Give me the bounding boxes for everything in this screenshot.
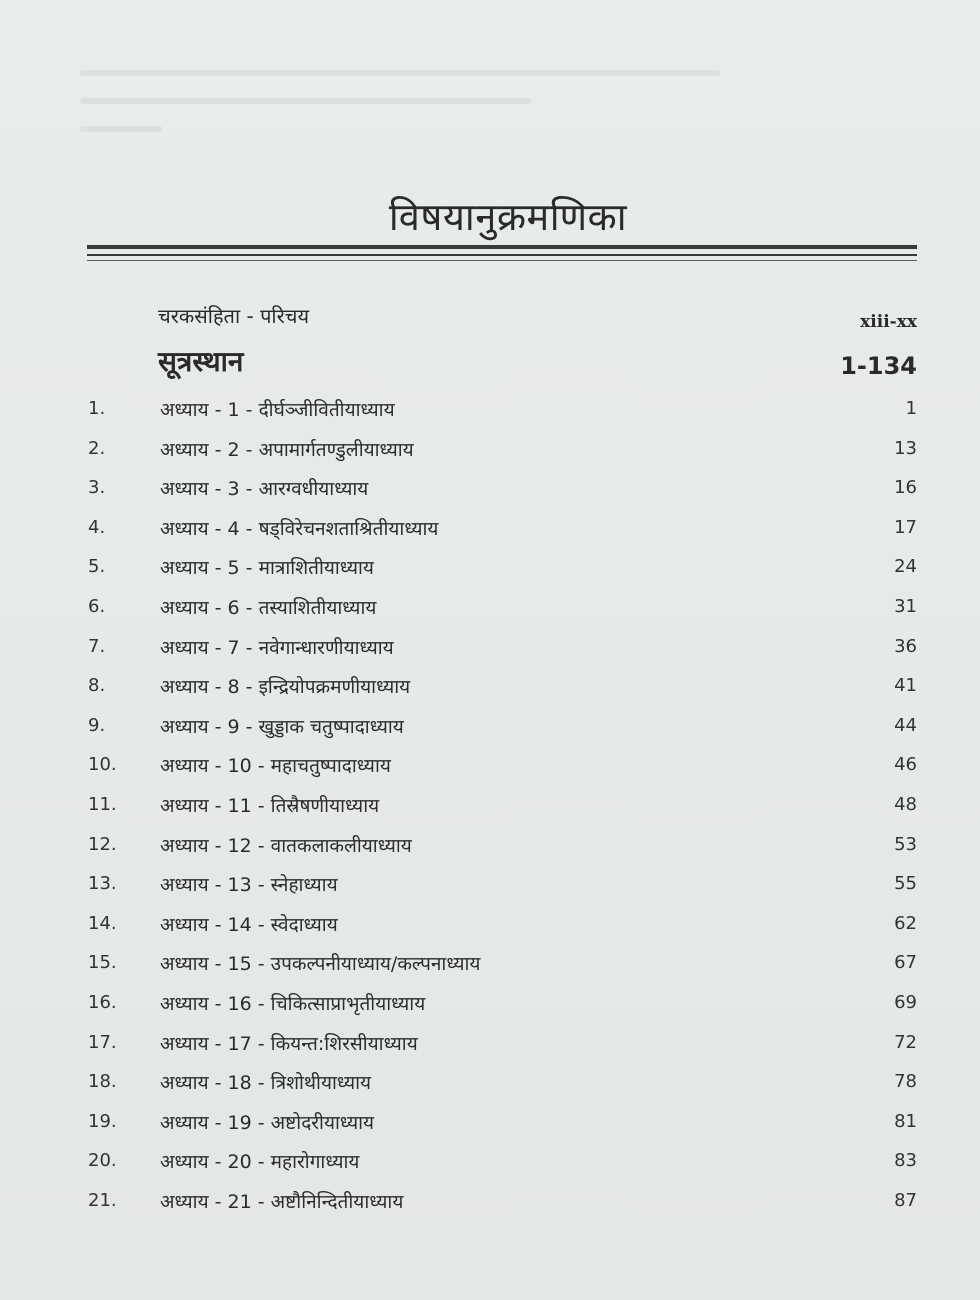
toc-row xyxy=(0,944,980,984)
toc-row-page: 13 xyxy=(894,437,917,459)
page-title: विषयानुक्रमणिका xyxy=(388,195,628,239)
toc-row-title: अध्याय - 15 - उपकल्पनीयाध्याय/कल्पनाध्याय xyxy=(160,953,481,976)
toc-row-title: अध्याय - 19 - अष्टोदरीयाध्याय xyxy=(160,1111,375,1134)
toc-row xyxy=(0,1103,980,1143)
toc-row-page: 62 xyxy=(894,912,917,934)
toc-row-title: अध्याय - 4 - षड्विरेचनशताश्रितीयाध्याय xyxy=(160,517,439,540)
toc-row xyxy=(0,430,980,470)
toc-row-title: अध्याय - 20 - महारोगाध्याय xyxy=(160,1151,360,1174)
toc-row-number: 1. xyxy=(88,398,106,419)
intro-pages: xiii-xx xyxy=(860,312,917,332)
toc-row-number: 15. xyxy=(88,952,117,974)
toc-row-page: 41 xyxy=(894,675,917,697)
toc-row xyxy=(0,786,980,826)
toc-row-title: अध्याय - 7 - नवेगान्धारणीयाध्याय xyxy=(160,636,394,659)
toc-row xyxy=(0,1024,980,1064)
toc-row-title: अध्याय - 2 - अपामार्गतण्डुलीयाध्याय xyxy=(160,438,414,461)
toc-row-page: 69 xyxy=(894,991,917,1013)
toc-row-number: 18. xyxy=(88,1071,117,1093)
toc-row-title: अध्याय - 5 - मात्राशितीयाध्याय xyxy=(160,557,374,580)
toc-row-number: 5. xyxy=(88,556,106,578)
section-heading: सूत्रस्थान xyxy=(158,345,244,378)
toc-row xyxy=(0,1182,980,1222)
toc-row-number: 16. xyxy=(88,991,117,1013)
title-rule xyxy=(87,245,917,261)
toc-row-page: 36 xyxy=(894,635,917,657)
toc-row-title: अध्याय - 16 - चिकित्साप्राभृतीयाध्याय xyxy=(160,992,426,1015)
toc-row xyxy=(0,628,980,668)
toc-row-title: अध्याय - 6 - तस्याशितीयाध्याय xyxy=(160,596,377,619)
toc-row-page: 17 xyxy=(894,516,917,538)
toc-row-page: 1 xyxy=(905,398,917,419)
toc-row-number: 3. xyxy=(88,477,106,499)
toc-row-page: 55 xyxy=(894,873,917,895)
toc-row-title: अध्याय - 14 - स्वेदाध्याय xyxy=(160,913,338,936)
toc-row-title: अध्याय - 17 - कियन्त:शिरसीयाध्याय xyxy=(160,1032,418,1055)
toc-list xyxy=(0,390,980,1221)
toc-row xyxy=(0,746,980,786)
toc-row-page: 81 xyxy=(894,1110,917,1132)
toc-row-page: 46 xyxy=(894,754,917,776)
toc-row-number: 14. xyxy=(88,912,117,934)
toc-row-title: अध्याय - 11 - तिस्रैषणीयाध्याय xyxy=(160,794,380,817)
toc-row-title: अध्याय - 1 - दीर्घञ्जीवितीयाध्याय xyxy=(160,399,395,421)
toc-row-number: 17. xyxy=(88,1031,117,1053)
toc-row xyxy=(0,865,980,905)
bleed-through-text xyxy=(80,70,900,180)
toc-row-page: 53 xyxy=(894,833,917,855)
toc-row-title: अध्याय - 12 - वातकलाकलीयाध्याय xyxy=(160,834,412,857)
toc-row-title: अध्याय - 13 - स्नेहाध्याय xyxy=(160,874,338,897)
toc-row-page: 44 xyxy=(894,714,917,736)
toc-row xyxy=(0,984,980,1024)
toc-row-number: 8. xyxy=(88,675,106,697)
toc-row xyxy=(0,826,980,866)
toc-row-number: 2. xyxy=(88,437,106,459)
toc-row-number: 12. xyxy=(88,833,117,855)
toc-row-number: 20. xyxy=(88,1150,117,1172)
toc-row-number: 9. xyxy=(88,714,106,736)
toc-row xyxy=(0,1142,980,1182)
toc-row-number: 6. xyxy=(88,595,106,617)
toc-row xyxy=(0,469,980,509)
toc-row-page: 83 xyxy=(894,1150,917,1172)
toc-row-number: 11. xyxy=(88,793,117,815)
section-pages: 1-134 xyxy=(840,352,917,380)
toc-row xyxy=(0,905,980,945)
toc-row-page: 24 xyxy=(894,556,917,578)
toc-row xyxy=(0,667,980,707)
toc-row-number: 13. xyxy=(88,873,117,895)
toc-row-page: 87 xyxy=(894,1189,917,1211)
toc-row xyxy=(0,588,980,628)
toc-row xyxy=(0,390,980,430)
toc-row-page: 16 xyxy=(894,477,917,499)
toc-row-title: अध्याय - 18 - त्रिशोथीयाध्याय xyxy=(160,1072,372,1095)
toc-row-page: 31 xyxy=(894,595,917,617)
toc-row xyxy=(0,1063,980,1103)
toc-row-title: अध्याय - 21 - अष्टौनिन्दितीयाध्याय xyxy=(160,1190,404,1213)
toc-row-title: अध्याय - 8 - इन्द्रियोपक्रमणीयाध्याय xyxy=(160,676,411,699)
toc-row-page: 78 xyxy=(894,1071,917,1093)
toc-row-number: 7. xyxy=(88,635,106,657)
toc-row xyxy=(0,509,980,549)
toc-row-title: अध्याय - 10 - महाचतुष्पादाध्याय xyxy=(160,755,391,778)
toc-row xyxy=(0,707,980,747)
toc-row-page: 67 xyxy=(894,952,917,974)
toc-row-number: 10. xyxy=(88,754,117,776)
toc-row-page: 72 xyxy=(894,1031,917,1053)
toc-row-number: 4. xyxy=(88,516,106,538)
toc-row-number: 21. xyxy=(88,1189,117,1211)
toc-row-number: 19. xyxy=(88,1110,117,1132)
intro-label: चरकसंहिता - परिचय xyxy=(158,304,310,328)
toc-row-title: अध्याय - 3 - आरग्वधीयाध्याय xyxy=(160,478,369,501)
toc-row-title: अध्याय - 9 - खुड्डाक चतुष्पादाध्याय xyxy=(160,715,404,738)
toc-row xyxy=(0,548,980,588)
toc-row-page: 48 xyxy=(894,793,917,815)
